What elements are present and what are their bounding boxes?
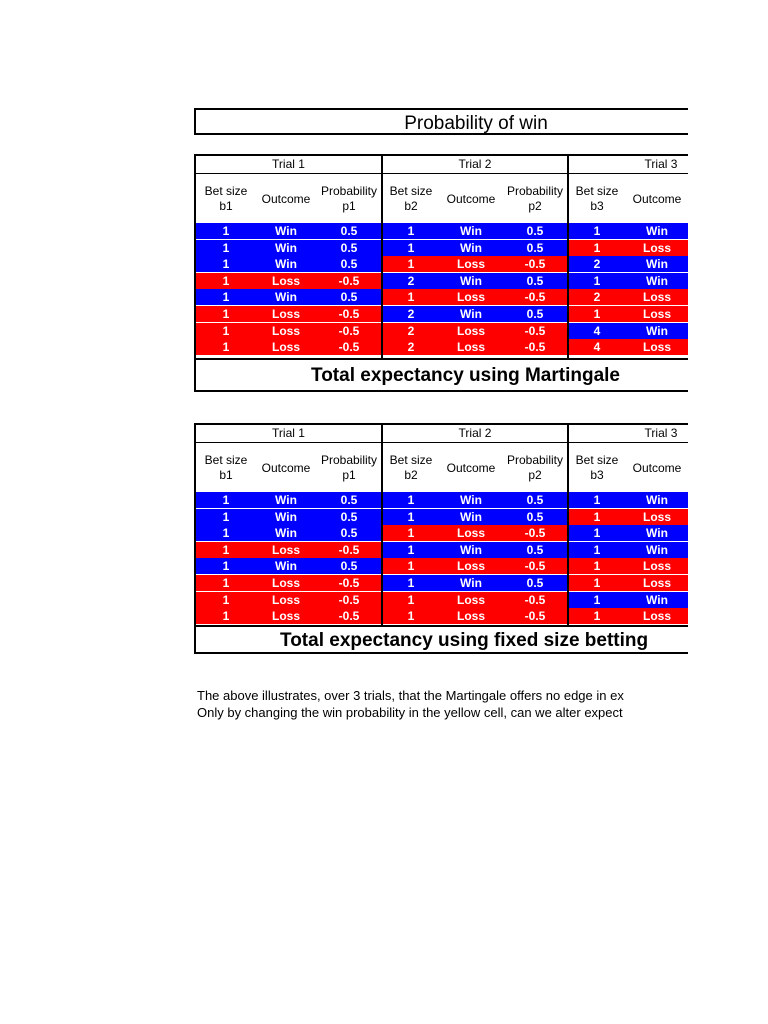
trial-divider	[196, 442, 688, 443]
bet-size-b2-header: Bet size b2	[389, 453, 433, 482]
outcome-header: Outcome	[261, 191, 311, 206]
note-line-1: The above illustrates, over 3 trials, that the Martingale offers no edge in ex	[197, 688, 624, 703]
outcome-cell[interactable]: Win	[460, 240, 482, 255]
probability-cell[interactable]: -0.5	[524, 526, 546, 541]
outcome-cell[interactable]: Win	[460, 273, 482, 288]
outcome-cell[interactable]: Win	[460, 509, 482, 524]
outcome-cell[interactable]: Loss	[642, 559, 671, 574]
bet-size-cell[interactable]: 2	[593, 290, 601, 305]
outcome-cell[interactable]: Loss	[271, 576, 300, 590]
probability-cell[interactable]: -0.5	[524, 340, 546, 355]
bet-size-cell[interactable]: 1	[593, 509, 601, 524]
bet-size-cell[interactable]: 1	[407, 576, 415, 590]
outcome-cell[interactable]: Win	[275, 526, 297, 541]
probability-cell[interactable]: -0.5	[338, 323, 360, 338]
probability-cell[interactable]: -0.5	[524, 592, 546, 607]
bet-size-b3-header: Bet size b3	[575, 453, 619, 482]
outcome-cell[interactable]: Loss	[456, 526, 485, 541]
bet-size-cell[interactable]: 2	[593, 257, 601, 272]
outcome-cell[interactable]: Loss	[271, 307, 300, 321]
outcome-cell[interactable]: Loss	[271, 592, 300, 607]
martingale-table	[194, 154, 688, 392]
probability-cell[interactable]: 0.5	[340, 509, 358, 524]
probability-cell[interactable]: 0.5	[340, 257, 358, 272]
probability-cell[interactable]: 0.5	[340, 290, 358, 305]
bet-size-cell[interactable]: 1	[222, 493, 230, 507]
bet-size-cell[interactable]: 1	[593, 240, 601, 255]
bet-size-cell[interactable]: 1	[222, 609, 230, 624]
outcome-header: Outcome	[632, 460, 682, 475]
probability-p1-header: Probability p1	[320, 453, 378, 482]
outcome-cell[interactable]: Loss	[271, 340, 300, 355]
probability-cell[interactable]: -0.5	[524, 323, 546, 338]
outcome-header: Outcome	[446, 191, 496, 206]
probability-cell[interactable]: -0.5	[338, 273, 360, 288]
fixed-size-table	[194, 423, 688, 654]
bet-size-cell[interactable]: 1	[222, 526, 230, 541]
probability-cell[interactable]: 0.5	[340, 559, 358, 574]
probability-cell[interactable]: 0.5	[340, 493, 358, 507]
outcome-cell[interactable]: Win	[275, 509, 297, 524]
outcome-cell[interactable]: Loss	[271, 542, 300, 557]
bet-size-cell[interactable]: 4	[593, 323, 601, 338]
probability-header: Probability of win	[404, 113, 548, 134]
bet-size-cell[interactable]: 1	[407, 290, 415, 305]
bet-size-cell[interactable]: 1	[593, 526, 601, 541]
probability-cell[interactable]: -0.5	[524, 290, 546, 305]
outcome-cell[interactable]: Win	[275, 257, 297, 272]
trial-2-label: Trial 2	[458, 426, 492, 440]
outcome-cell[interactable]: Win	[275, 224, 297, 238]
trial-2-label: Trial 2	[458, 157, 492, 171]
probability-cell[interactable]: -0.5	[338, 609, 360, 624]
bet-size-cell[interactable]: 1	[407, 542, 415, 557]
outcome-cell[interactable]: Loss	[642, 509, 671, 524]
bet-size-cell[interactable]: 1	[593, 542, 601, 557]
bet-size-cell[interactable]: 1	[593, 224, 601, 238]
bet-size-cell[interactable]: 1	[593, 559, 601, 574]
probability-cell[interactable]: 0.5	[526, 509, 544, 524]
outcome-cell[interactable]: Loss	[642, 576, 671, 590]
probability-p2-header: Probability p2	[506, 184, 564, 213]
bet-size-b3-header: Bet size b3	[575, 184, 619, 213]
bet-size-cell[interactable]: 1	[222, 257, 230, 272]
bet-size-cell[interactable]: 2	[407, 307, 415, 321]
outcome-cell[interactable]: Loss	[642, 609, 671, 624]
bet-size-cell[interactable]: 1	[222, 340, 230, 355]
outcome-header: Outcome	[446, 460, 496, 475]
martingale-total-row	[196, 358, 688, 392]
bet-size-cell[interactable]: 1	[222, 542, 230, 557]
probability-cell[interactable]: 0.5	[340, 224, 358, 238]
fixed-total-row	[196, 625, 688, 654]
outcome-cell[interactable]: Win	[275, 493, 297, 507]
bet-size-cell[interactable]: 1	[222, 509, 230, 524]
probability-cell[interactable]: -0.5	[524, 609, 546, 624]
probability-cell[interactable]: 0.5	[526, 576, 544, 590]
bet-size-cell[interactable]: 2	[407, 273, 415, 288]
fixed-total-label: Total expectancy using fixed size betting	[280, 630, 649, 651]
probability-p2-header: Probability p2	[506, 453, 564, 482]
martingale-total-label: Total expectancy using Martingale	[311, 365, 621, 386]
bet-size-cell[interactable]: 1	[407, 559, 415, 574]
probability-cell[interactable]: 0.5	[526, 273, 544, 288]
outcome-cell[interactable]: Loss	[642, 340, 671, 355]
bet-size-cell[interactable]: 1	[407, 592, 415, 607]
probability-cell[interactable]: -0.5	[524, 257, 546, 272]
bet-size-cell[interactable]: 1	[593, 307, 601, 321]
bet-size-cell[interactable]: 1	[222, 576, 230, 590]
outcome-cell[interactable]: Loss	[271, 273, 300, 288]
probability-cell[interactable]: 0.5	[526, 493, 544, 507]
outcome-cell[interactable]: Loss	[642, 240, 671, 255]
outcome-cell[interactable]: Win	[646, 323, 668, 338]
outcome-cell[interactable]: Win	[275, 240, 297, 255]
outcome-cell[interactable]: Loss	[456, 257, 485, 272]
bet-size-cell[interactable]: 2	[407, 323, 415, 338]
outcome-cell[interactable]: Win	[646, 257, 668, 272]
outcome-cell[interactable]: Win	[275, 290, 297, 305]
trial-3-label: Trial 3	[644, 157, 678, 171]
bet-size-cell[interactable]: 1	[222, 592, 230, 607]
trial-1-label: Trial 1	[272, 426, 305, 440]
outcome-cell[interactable]: Loss	[456, 592, 485, 607]
outcome-cell[interactable]: Loss	[456, 323, 485, 338]
probability-cell[interactable]: 0.5	[526, 240, 544, 255]
outcome-cell[interactable]: Win	[460, 307, 482, 321]
outcome-cell[interactable]: Loss	[271, 323, 300, 338]
bet-size-cell[interactable]: 1	[407, 257, 415, 272]
bet-size-cell[interactable]: 1	[222, 323, 230, 338]
bet-size-cell[interactable]: 1	[222, 240, 230, 255]
bet-size-cell[interactable]: 1	[407, 224, 415, 238]
bet-size-cell[interactable]: 1	[407, 493, 415, 507]
outcome-cell[interactable]: Loss	[456, 559, 485, 574]
outcome-cell[interactable]: Loss	[642, 307, 671, 321]
trial-1-label: Trial 1	[272, 157, 305, 171]
probability-cell[interactable]: 0.5	[526, 307, 544, 321]
outcome-cell[interactable]: Win	[460, 224, 482, 238]
bet-size-b2-header: Bet size b2	[389, 184, 433, 213]
outcome-cell[interactable]: Loss	[271, 609, 300, 624]
outcome-cell[interactable]: Win	[646, 526, 668, 541]
bet-size-cell[interactable]: 1	[407, 526, 415, 541]
bet-size-cell[interactable]: 1	[593, 493, 601, 507]
outcome-cell[interactable]: Win	[460, 493, 482, 507]
outcome-cell[interactable]: Win	[646, 592, 668, 607]
outcome-cell[interactable]: Win	[646, 542, 668, 557]
probability-cell[interactable]: 0.5	[340, 526, 358, 541]
bet-size-cell[interactable]: 1	[222, 224, 230, 238]
bet-size-b1-header: Bet size b1	[204, 184, 248, 213]
outcome-header: Outcome	[632, 191, 682, 206]
bet-size-cell[interactable]: 1	[407, 509, 415, 524]
bet-size-cell[interactable]: 1	[593, 609, 601, 624]
bet-size-cell[interactable]: 1	[222, 273, 230, 288]
outcome-cell[interactable]: Win	[646, 493, 668, 507]
probability-cell[interactable]: -0.5	[524, 559, 546, 574]
outcome-cell[interactable]: Win	[646, 273, 668, 288]
bet-size-cell[interactable]: 1	[222, 559, 230, 574]
probability-p1-header: Probability p1	[320, 184, 378, 213]
note-line-2: Only by changing the win probability in the yellow cell, can we alter expect	[197, 705, 623, 720]
probability-cell[interactable]: 0.5	[526, 224, 544, 238]
probability-cell[interactable]: -0.5	[338, 340, 360, 355]
outcome-cell[interactable]: Loss	[456, 340, 485, 355]
bet-size-cell[interactable]: 1	[407, 240, 415, 255]
probability-cell[interactable]: -0.5	[338, 576, 360, 590]
outcome-cell[interactable]: Win	[646, 224, 668, 238]
outcome-cell[interactable]: Loss	[456, 609, 485, 624]
bet-size-cell[interactable]: 1	[222, 290, 230, 305]
bet-size-cell[interactable]: 1	[593, 592, 601, 607]
probability-cell[interactable]: -0.5	[338, 542, 360, 557]
outcome-cell[interactable]: Win	[460, 542, 482, 557]
bet-size-cell[interactable]: 2	[407, 340, 415, 355]
bet-size-cell[interactable]: 4	[593, 340, 601, 355]
probability-cell[interactable]: -0.5	[338, 592, 360, 607]
outcome-cell[interactable]: Loss	[456, 290, 485, 305]
trial-divider	[196, 173, 688, 174]
probability-header-box	[194, 108, 688, 135]
bet-size-cell[interactable]: 1	[593, 273, 601, 288]
bet-size-b1-header: Bet size b1	[204, 453, 248, 482]
outcome-cell[interactable]: Win	[275, 559, 297, 574]
probability-cell[interactable]: -0.5	[338, 307, 360, 321]
outcome-cell[interactable]: Win	[460, 576, 482, 590]
probability-cell[interactable]: 0.5	[526, 542, 544, 557]
outcome-cell[interactable]: Loss	[642, 290, 671, 305]
bet-size-cell[interactable]: 1	[222, 307, 230, 321]
probability-cell[interactable]: 0.5	[340, 240, 358, 255]
trial-3-label: Trial 3	[644, 426, 678, 440]
bet-size-cell[interactable]: 1	[593, 576, 601, 590]
outcome-header: Outcome	[261, 460, 311, 475]
bet-size-cell[interactable]: 1	[407, 609, 415, 624]
